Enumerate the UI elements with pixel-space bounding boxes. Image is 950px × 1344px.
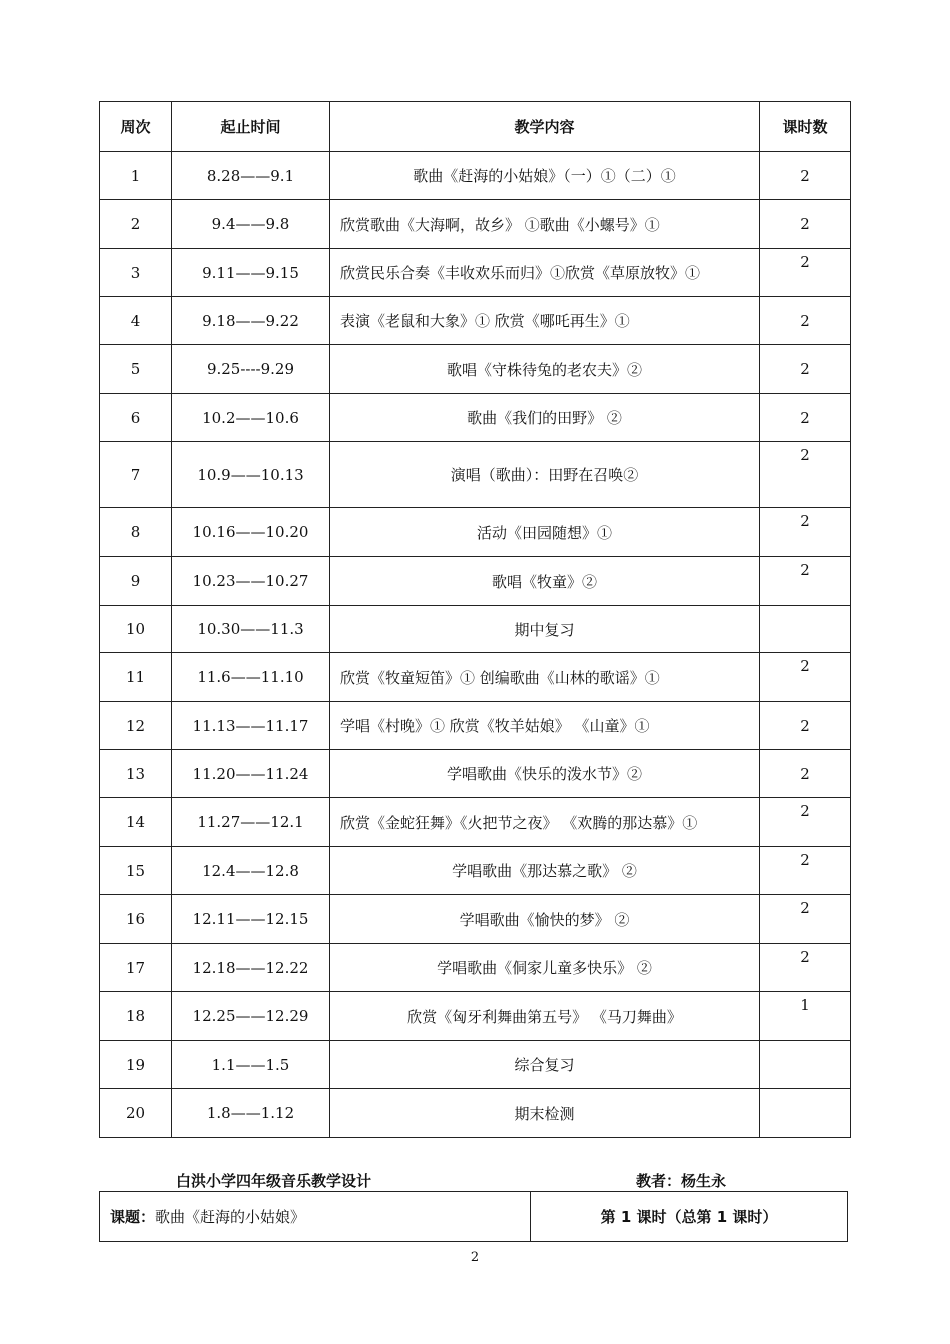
table-row	[100, 557, 851, 606]
hours-cell: 2	[760, 847, 851, 895]
table-row	[100, 750, 851, 798]
dates-cell: 8.28——9.1	[172, 152, 330, 200]
lesson-header-box	[99, 1191, 848, 1242]
table-row	[100, 152, 851, 200]
content-cell: 学唱歌曲《那达慕之歌》 ②	[330, 847, 760, 895]
dates-cell: 11.6——11.10	[172, 653, 330, 702]
footer-line	[176, 1168, 762, 1190]
hours-cell: 2	[760, 394, 851, 442]
hours-cell: 2	[760, 508, 851, 557]
dates-cell: 9.4——9.8	[172, 200, 330, 249]
table-row	[100, 297, 851, 345]
hours-cell: 2	[760, 442, 851, 508]
hours-cell: 2	[760, 702, 851, 750]
table-row	[100, 944, 851, 992]
hours-cell	[760, 606, 851, 653]
content-cell: 歌唱《牧童》②	[330, 557, 760, 606]
content-cell: 欣赏歌曲《大海啊，故乡》 ①歌曲《小螺号》①	[330, 200, 760, 249]
dates-cell: 11.27——12.1	[172, 798, 330, 847]
dates-cell: 10.2——10.6	[172, 394, 330, 442]
week-cell: 16	[100, 895, 172, 944]
dates-cell: 11.13——11.17	[172, 702, 330, 750]
dates-cell: 12.25——12.29	[172, 992, 330, 1041]
hours-cell: 2	[760, 297, 851, 345]
table-row	[100, 200, 851, 249]
dates-cell: 9.11——9.15	[172, 249, 330, 297]
header-dates: 起止时间	[172, 102, 330, 152]
hours-cell: 2	[760, 249, 851, 297]
dates-cell: 1.1——1.5	[172, 1041, 330, 1089]
dates-cell: 10.16——10.20	[172, 508, 330, 557]
content-cell: 学唱《村晚》① 欣赏《牧羊姑娘》 《山童》①	[330, 702, 760, 750]
teaching-schedule-table	[99, 101, 851, 1138]
school-title: 白洪小学四年级音乐教学设计	[176, 1170, 377, 1192]
content-cell: 综合复习	[330, 1041, 760, 1089]
table-row	[100, 442, 851, 508]
page-number: 2	[470, 1250, 480, 1265]
week-cell: 18	[100, 992, 172, 1041]
week-cell: 9	[100, 557, 172, 606]
content-cell: 歌曲《赶海的小姑娘》（一）①（二）①	[330, 152, 760, 200]
hours-cell: 2	[760, 557, 851, 606]
dates-cell: 10.9——10.13	[172, 442, 330, 508]
lesson-period: 第 1 课时（总第 1 课时）	[600, 1208, 778, 1226]
hours-cell: 2	[760, 750, 851, 798]
week-cell: 4	[100, 297, 172, 345]
content-cell: 演唱（歌曲）：田野在召唤②	[330, 442, 760, 508]
dates-cell: 9.25----9.29	[172, 345, 330, 394]
hours-cell: 2	[760, 345, 851, 394]
table-row	[100, 653, 851, 702]
header-hours: 课时数	[760, 102, 851, 152]
content-cell: 学唱歌曲《侗家儿童多快乐》 ②	[330, 944, 760, 992]
table-row	[100, 895, 851, 944]
hours-cell: 2	[760, 895, 851, 944]
content-cell: 学唱歌曲《愉快的梦》 ②	[330, 895, 760, 944]
table-row	[100, 394, 851, 442]
content-cell: 欣赏《牧童短笛》① 创编歌曲《山林的歌谣》①	[330, 653, 760, 702]
teacher-name: 教者：杨生永	[636, 1170, 752, 1192]
hours-cell	[760, 1089, 851, 1138]
hours-cell: 2	[760, 944, 851, 992]
table-row	[100, 1041, 851, 1089]
hours-cell: 2	[760, 798, 851, 847]
week-cell: 14	[100, 798, 172, 847]
dates-cell: 9.18——9.22	[172, 297, 330, 345]
week-cell: 6	[100, 394, 172, 442]
table-row	[100, 847, 851, 895]
week-cell: 17	[100, 944, 172, 992]
week-cell: 19	[100, 1041, 172, 1089]
dates-cell: 12.18——12.22	[172, 944, 330, 992]
lesson-topic	[100, 1192, 531, 1241]
week-cell: 2	[100, 200, 172, 249]
content-cell: 表演《老鼠和大象》① 欣赏《哪吒再生》①	[330, 297, 760, 345]
topic-value: 歌曲《赶海的小姑娘》	[155, 1208, 306, 1226]
dates-cell: 12.11——12.15	[172, 895, 330, 944]
table-row	[100, 249, 851, 297]
week-cell: 3	[100, 249, 172, 297]
content-cell: 学唱歌曲《快乐的泼水节》②	[330, 750, 760, 798]
table-row	[100, 702, 851, 750]
week-cell: 10	[100, 606, 172, 653]
week-cell: 1	[100, 152, 172, 200]
table-row	[100, 508, 851, 557]
table-row	[100, 606, 851, 653]
table-row	[100, 798, 851, 847]
hours-cell: 2	[760, 653, 851, 702]
week-cell: 7	[100, 442, 172, 508]
table-row	[100, 992, 851, 1041]
content-cell: 欣赏《匈牙利舞曲第五号》 《马刀舞曲》	[330, 992, 760, 1041]
dates-cell: 10.30——11.3	[172, 606, 330, 653]
table-header-row	[100, 102, 851, 152]
header-content: 教学内容	[330, 102, 760, 152]
content-cell: 欣赏《金蛇狂舞》《火把节之夜》 《欢腾的那达慕》①	[330, 798, 760, 847]
hours-cell	[760, 1041, 851, 1089]
header-week: 周次	[100, 102, 172, 152]
content-cell: 歌唱《守株待兔的老农夫》②	[330, 345, 760, 394]
week-cell: 5	[100, 345, 172, 394]
content-cell: 歌曲《我们的田野》 ②	[330, 394, 760, 442]
week-cell: 12	[100, 702, 172, 750]
table-row	[100, 1089, 851, 1138]
content-cell: 期中复习	[330, 606, 760, 653]
week-cell: 13	[100, 750, 172, 798]
week-cell: 11	[100, 653, 172, 702]
week-cell: 8	[100, 508, 172, 557]
hours-cell: 2	[760, 200, 851, 249]
hours-cell: 1	[760, 992, 851, 1041]
content-cell: 期末检测	[330, 1089, 760, 1138]
dates-cell: 11.20——11.24	[172, 750, 330, 798]
dates-cell: 12.4——12.8	[172, 847, 330, 895]
hours-cell: 2	[760, 152, 851, 200]
dates-cell: 1.8——1.12	[172, 1089, 330, 1138]
table-row	[100, 345, 851, 394]
topic-label: 课题：	[110, 1208, 156, 1226]
week-cell: 20	[100, 1089, 172, 1138]
week-cell: 15	[100, 847, 172, 895]
dates-cell: 10.23——10.27	[172, 557, 330, 606]
content-cell: 欣赏民乐合奏《丰收欢乐而归》①欣赏《草原放牧》①	[330, 249, 760, 297]
content-cell: 活动《田园随想》①	[330, 508, 760, 557]
